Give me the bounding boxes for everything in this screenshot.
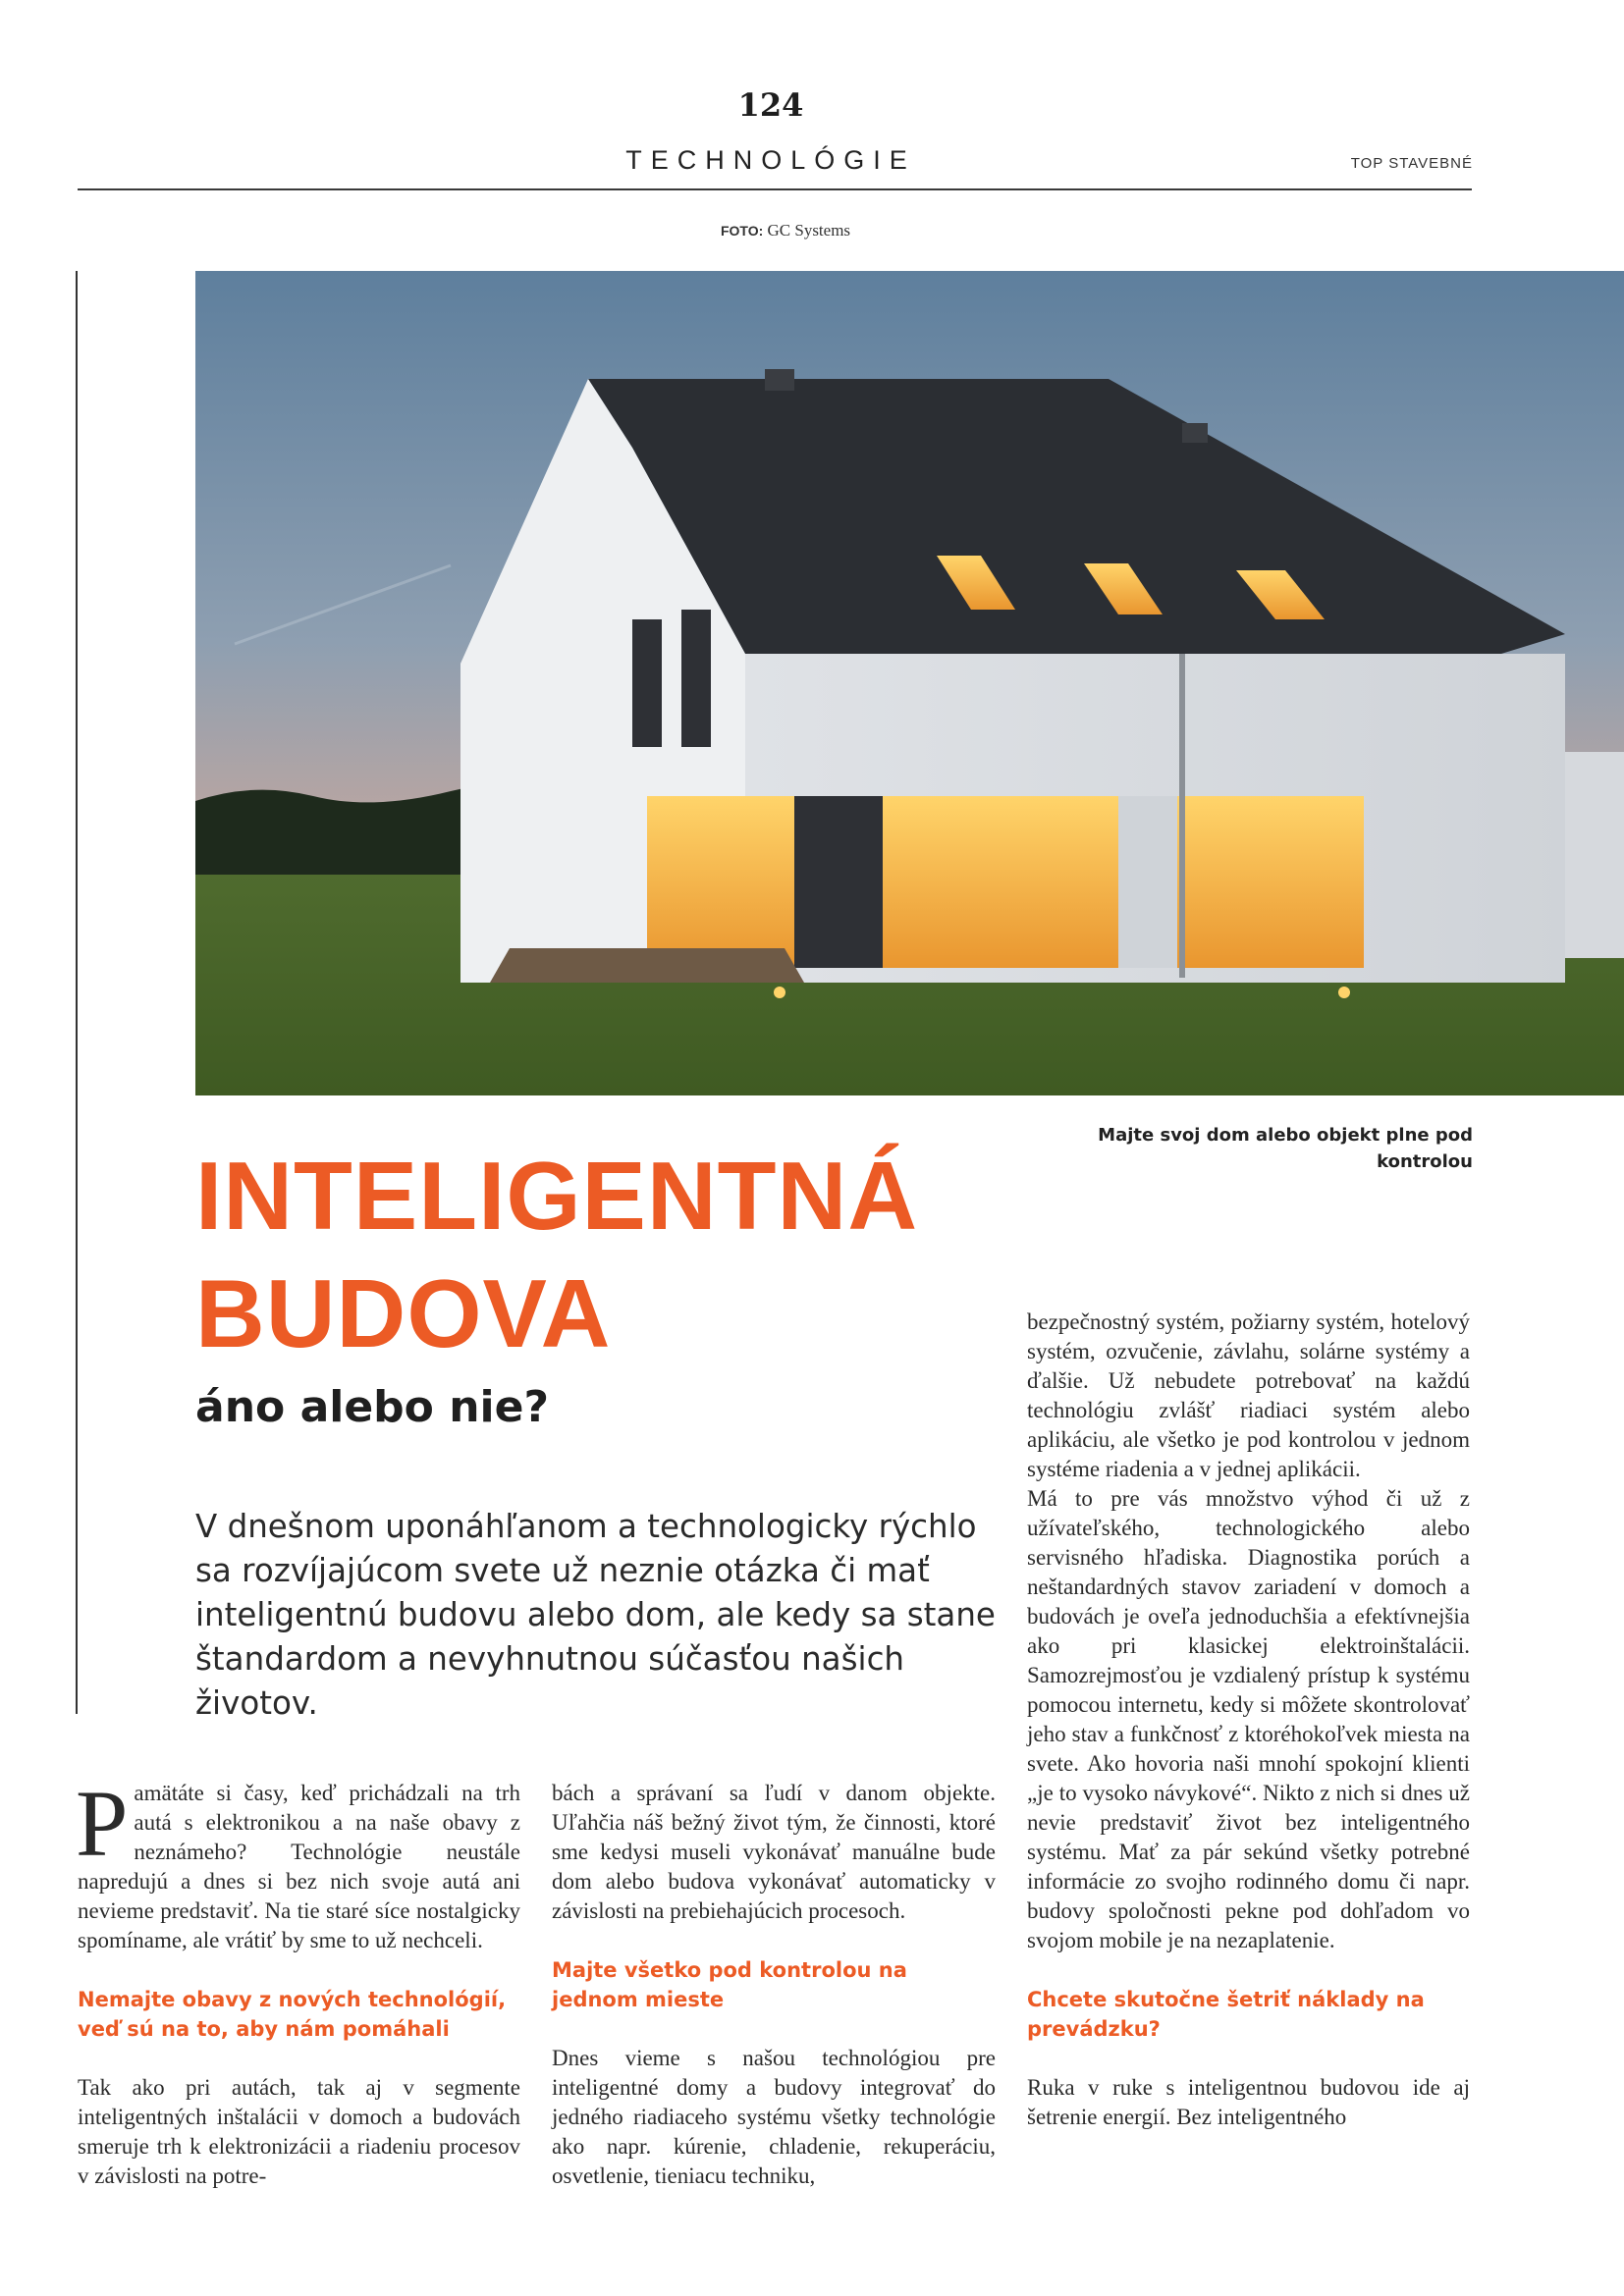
article-headline: [195, 1137, 1040, 1372]
paragraph: Tak ako pri autách, tak aj v segmente inteligentných inštalácii v domoch a budovách smeruje trh k elektronizácii a riadeniu procesov v závislosti na potre-: [78, 2075, 520, 2188]
vertical-accent-line: [76, 271, 78, 1714]
photo-credit-label: FOTO:: [720, 223, 764, 239]
subheading: Nemajte obavy z nových technológií, veď sú na to, aby nám pomáhali: [78, 1988, 507, 2041]
paragraph: Má to pre vás množstvo výhod či už z užívateľského, technologického alebo servisného hľadiska. Diagnostika porúch a neštandardných stavov zariadení v domoch a budovách je oveľa jednoduchšia a efektívnejšia ako pri klasickej elektroinštalácii. Samozrejmosťou je vzdialený prístup k systému pomocou internetu, kedy si môžete skontrolovať jeho stav a funkčnosť z ktoréhokoľvek miesta na svete. Ako hovoria naši mnohí spokojní klienti „je to vysoko návykové“. Nikto z nich si dnes už nevie predstaviť život bez inteligentného systému. Mať za pár sekúnd všetky potrebné informácie zo svojho rodinného domu či napr. budovy spoločnosti pekne pod dohľadom vo svojom mobile je na nezaplatenie.: [1027, 1486, 1470, 1952]
headline-line-2: BUDOVA: [195, 1259, 612, 1367]
text-column-1: [76, 1771, 520, 2191]
text-column-3: [1027, 1308, 1470, 2132]
photo-credit-value: GC Systems: [767, 221, 851, 240]
subheading: Majte všetko pod kontrolou na jednom mieste: [552, 1958, 907, 2011]
paragraph: bách a správaní sa ľudí v danom objekte. Uľahčia náš bežný život tým, že činnosti, ktoré sme kedysi museli vykonávať manuálne bude dom alebo budova vykonávať automaticky v závislosti na prebiehajúcich procesoch.: [552, 1781, 996, 1923]
drop-cap: P: [76, 1771, 129, 1876]
photo-caption: Majte svoj dom alebo objekt plne pod kontrolou: [1098, 1125, 1473, 1172]
magazine-name: TOP STAVEBNÉ: [1350, 155, 1473, 172]
paragraph: Dnes vieme s našou technológiou pre inteligentné domy a budovy integrovať do jedného riadiaceho systému všetky technológie ako napr. kúrenie, chladenie, rekuperáciu, osvetlenie, tieniacu techniku,: [552, 2046, 996, 2188]
text-column-2: [552, 1779, 996, 2191]
hero-photo-smart-house: [195, 271, 1624, 1095]
paragraph-text: amätáte si časy, keď prichádzali na trh autá s elektronikou a na naše obavy z neznámeho? Technológie neustále napredujú a dnes si bez nich svoje autá ani nevieme predstaviť. Na tie staré síce nostalgicky spomíname, ale vrátiť by sme to už nechceli.: [78, 1781, 520, 1952]
photo-credit: [589, 221, 982, 240]
header-divider: [78, 188, 1472, 190]
article-subheadline: áno alebo nie?: [195, 1382, 549, 1432]
section-title: TECHNOLÓGIE: [625, 145, 916, 175]
subheading: Chcete skutočne šetriť náklady na prevádzku?: [1027, 1988, 1425, 2041]
paragraph: bezpečnostný systém, požiarny systém, hotelový systém, ozvučenie, závlahu, solárne systémy a ďalšie. Už nebudete potrebovať na každú technológiu zvlášť riadiaci systém alebo aplikáciu, ale všetko je pod kontrolou v jednom systéme riadenia a v jednej aplikácii.: [1027, 1309, 1470, 1481]
paragraph: Ruka v ruke s inteligentnou budovou ide aj šetrenie energií. Bez inteligentného: [1027, 2075, 1470, 2129]
article-lead: V dnešnom uponáhľanom a technologicky rýchlo sa rozvíjajúcom svete už neznie otázka či mať inteligentnú budovu alebo dom, ale kedy sa stane štandardom a nevyhnutnou súčasťou našich životov.: [195, 1508, 996, 1722]
paragraph: [76, 1771, 520, 1955]
headline-line-1: INTELIGENTNÁ: [195, 1142, 919, 1250]
page-number: 124: [737, 86, 804, 124]
